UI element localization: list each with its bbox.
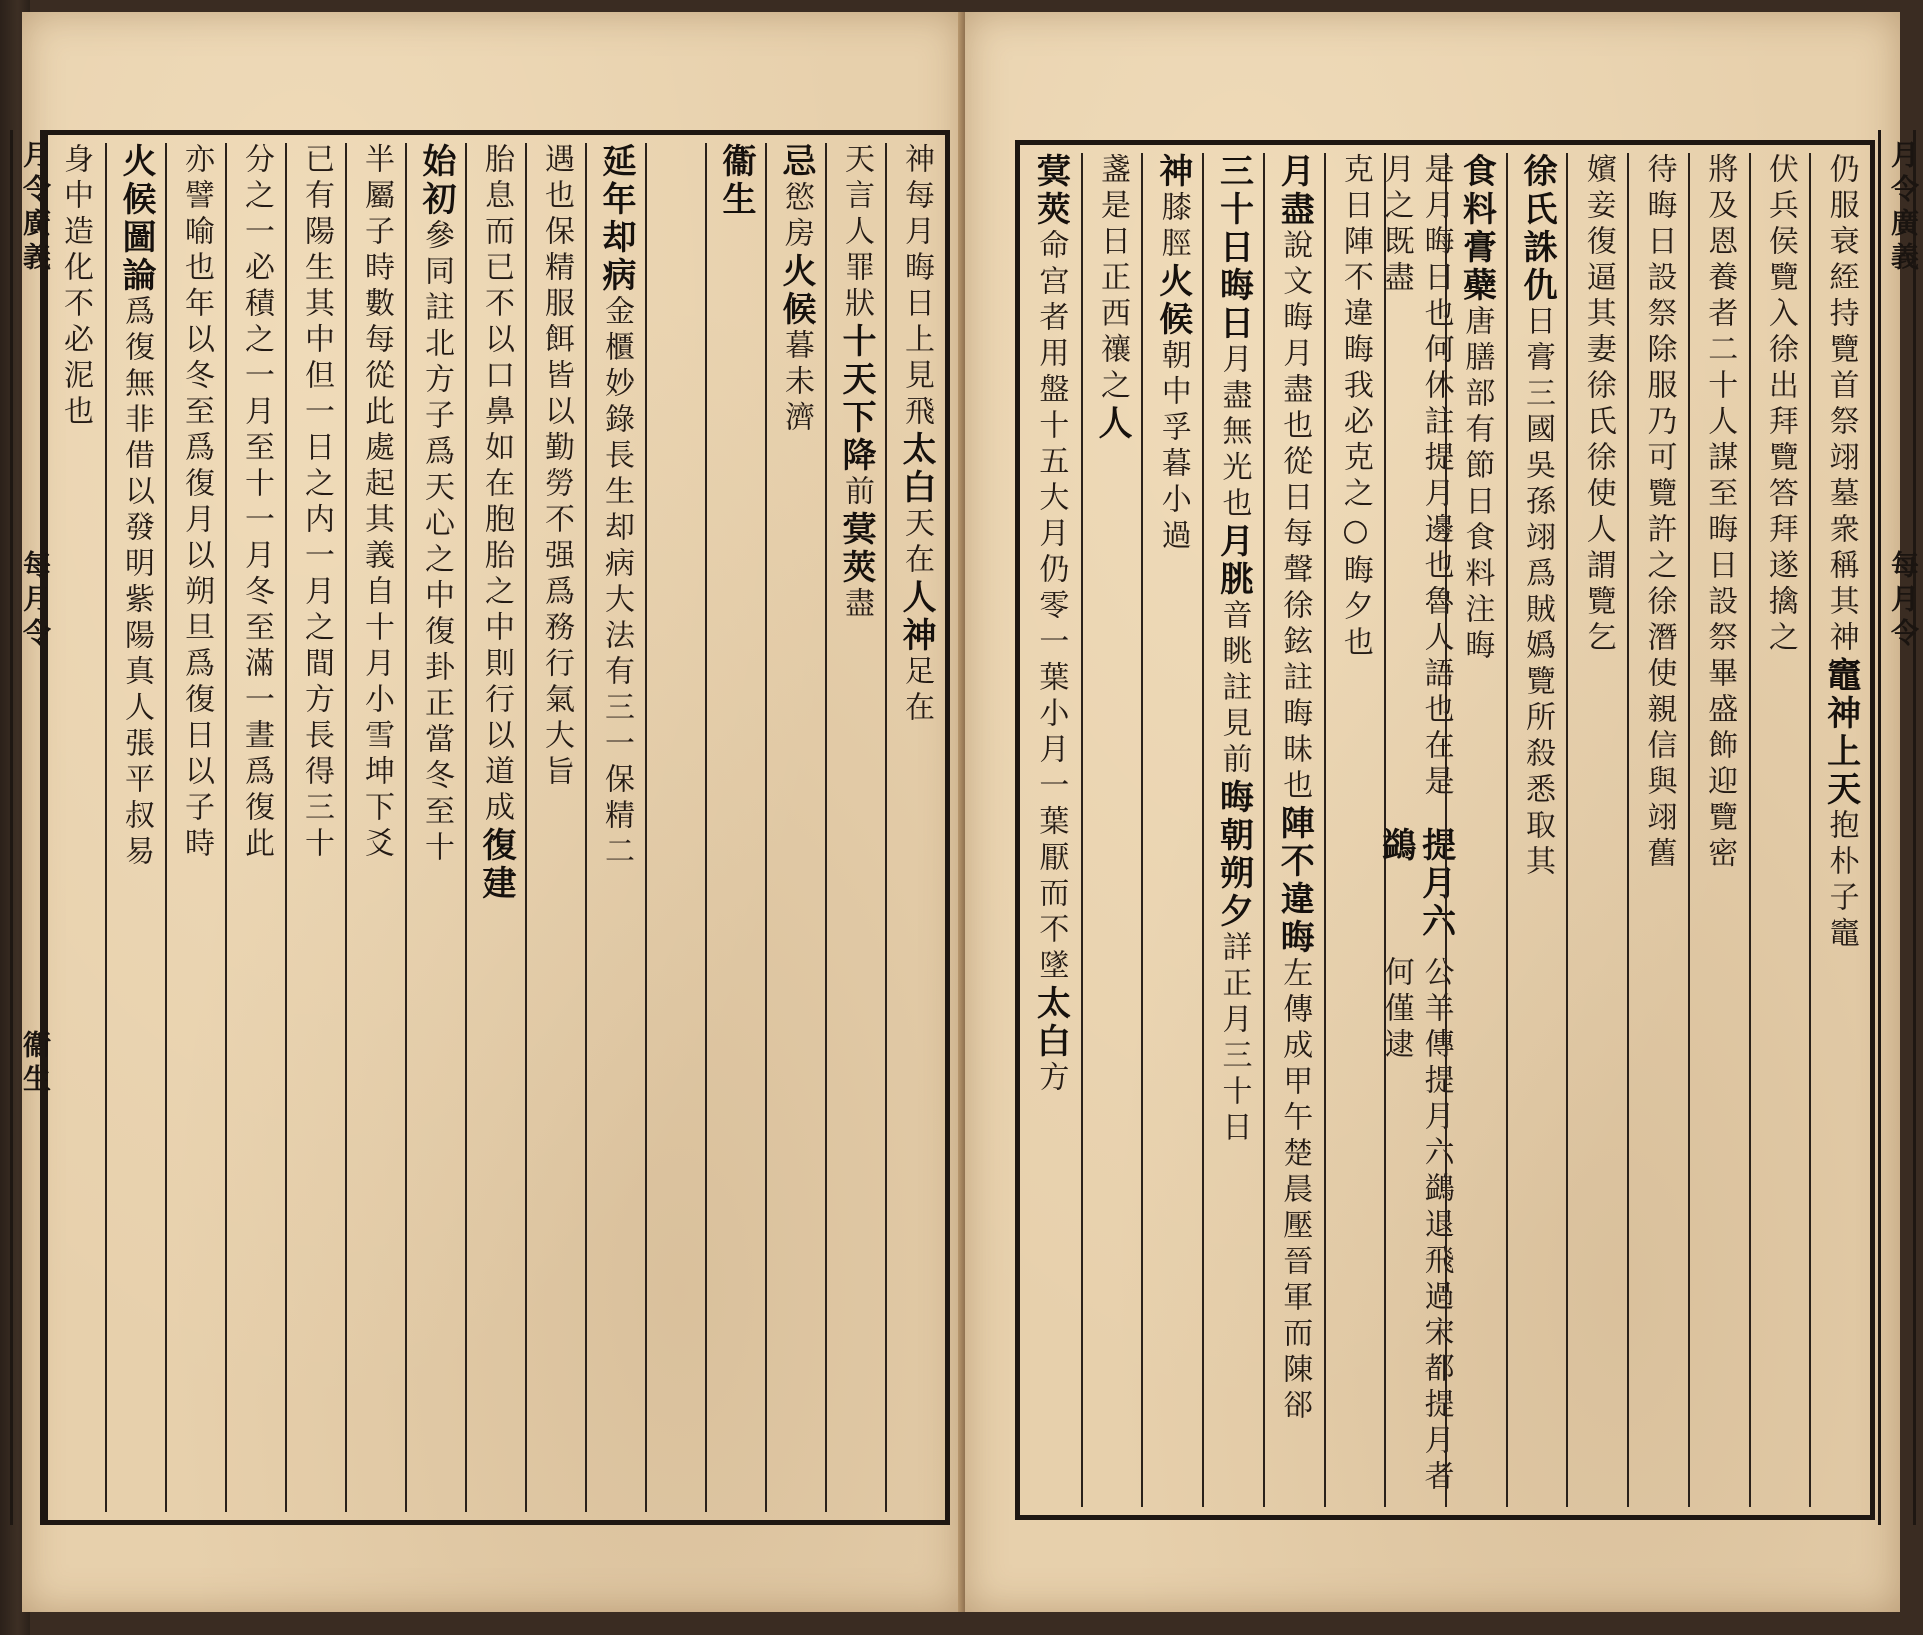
right-note: 說文晦月盡也從日每聲徐鉉註晦昧也 [1277,229,1313,805]
right-column [1506,153,1567,1507]
right-note: 朝中孚暮小過 [1155,339,1191,555]
left-note: 足在 [899,655,934,727]
right-text: 仍服衰絰持覽首祭翊墓衆稱其神 [1823,153,1859,657]
right-text: 盞是日正西禳之 [1095,153,1131,405]
right-text: 嬪妾復逼其妻徐氏徐使人謂覽乞 [1580,153,1616,657]
right-heading: 三十日晦日 [1213,153,1254,343]
left-columns [45,135,945,1520]
left-note: 紫陽真人張平叔易 [119,583,154,871]
left-column [765,143,825,1512]
right-columns [1020,145,1870,1515]
right-column [1627,153,1688,1507]
left-column [885,143,945,1512]
right-note: 大月仍零一葉小月一葉厭而不墜 [1033,481,1069,985]
left-column [225,143,285,1512]
left-column [585,143,645,1512]
right-column [1688,153,1749,1507]
left-column [825,143,885,1512]
right-text: 待晦日設祭除服乃可覽許之徐潛使親信與翊舊 [1641,153,1677,873]
left-heading: 延年却病 [596,143,636,295]
right-note: 音眺註見前 [1216,599,1252,779]
left-column [705,143,765,1512]
right-heading: 食料膏蘗 [1456,153,1497,305]
right-note: 唐膳部有節日食料注晦 [1459,305,1495,665]
left-text: 身中造化不必泥也 [58,143,93,431]
right-heading: 火候 [1152,263,1193,339]
right-text: 命宫者用盤十五 [1033,229,1069,481]
right-column [1202,153,1263,1507]
left-text: 神每月晦日上 [899,143,934,359]
right-column [1375,153,1456,1507]
right-column [1141,153,1202,1507]
left-column [105,143,165,1512]
left-text: 胎息而已不以口鼻如在胞胎之中則行以道成 [479,143,514,827]
left-column [165,143,225,1512]
left-text: 天言人罪狀 [839,143,874,323]
left-column [645,143,705,1512]
left-column [345,143,405,1512]
right-heading: 晦朝朔夕 [1213,779,1254,931]
right-heading: 蓂莢 [1030,153,1071,229]
left-column [45,143,105,1512]
right-note: 膝脛 [1155,191,1191,263]
left-heading: 忌 [776,143,816,181]
right-heading: 太白 [1030,985,1071,1061]
right-column [1263,153,1324,1507]
right-column [1445,153,1506,1507]
left-heading: 太白 [896,431,936,507]
right-banner [1878,130,1920,1525]
right-banner-section: 每月令 [1887,550,1920,652]
left-heading: 十天下降 [836,323,876,475]
right-note: 月盡無光也 [1216,343,1252,523]
right-note: 抱朴子竈 [1823,809,1859,953]
right-note: 詳正月三十日 [1216,931,1252,1147]
left-banner-sub: 衞生 [19,1030,52,1098]
right-note: 方 [1033,1061,1069,1097]
right-text: 是月晦日也何休註提月邊也魯人語也在是月之既盡 [1378,153,1454,801]
left-text: 分之一必積之一月至十一月冬至滿一晝爲復此 [239,143,274,863]
left-heading: 衞生 [716,143,756,219]
left-note: 見飛 [899,359,934,431]
left-text: 爲復無非借以發明 [119,295,154,583]
right-note: 三國吳孫翊爲賊嬀覽所殺悉取其 [1520,377,1556,881]
right-column [1749,153,1810,1507]
left-note: 參同註北方子爲天心之中復卦正當冬至十 [419,219,454,867]
right-heading: 月盡 [1274,153,1315,229]
left-heading: 蓂莢 [836,511,876,587]
left-heading: 復建 [476,827,516,903]
left-heading: 人神 [896,579,936,655]
left-column [285,143,345,1512]
left-column [405,143,465,1512]
left-text: 遇也保精服餌皆以勤勞不强爲務行氣大旨 [539,143,574,791]
left-column [525,143,585,1512]
right-heading: 提月六鷁 [1375,826,1456,941]
left-text: 半屬子時數每從此處起其義自十月小雪坤下爻 [359,143,394,863]
left-heading: 始初 [416,143,456,219]
left-note: 盡 [839,587,874,623]
left-note: 前 [839,475,874,511]
left-banner-section: 每月令 [19,550,52,652]
left-note: 天在 [899,507,934,579]
right-text: 克日陣不違晦我必克之○晦夕也 [1337,153,1373,662]
right-note: 左傳成甲午楚晨壓晉軍而陳郤 [1277,957,1313,1425]
left-note: 金櫃妙錄長生却病大法有三一保精二 [599,295,634,871]
right-column [1081,153,1142,1507]
right-banner-title: 月令廣義 [1887,140,1920,276]
left-text: 亦譬喻也年以冬至爲復月以朔旦爲復日以子時 [179,143,214,863]
left-text: 已有陽生其中但一日之内一月之間方長得三十 [299,143,334,863]
right-heading: 徐氏誅仇 [1517,153,1558,305]
left-note: 暮未濟 [779,329,814,437]
left-heading: 火候圖論 [116,143,156,295]
left-heading: 火候 [776,253,816,329]
right-column [1566,153,1627,1507]
right-text: 日膏 [1520,305,1556,377]
right-column [1809,153,1870,1507]
right-heading: 月朓 [1213,523,1254,599]
right-heading: 陣不違晦 [1274,805,1315,957]
left-banner-title: 月令廣義 [19,140,52,276]
right-heading: 神 [1152,153,1193,191]
right-column [1020,153,1081,1507]
left-column [465,143,525,1512]
right-heading: 人 [1092,405,1133,443]
right-heading: 竈神上天 [1820,657,1861,809]
right-text: 伏兵侯覽入徐出拜覽答拜遂擒之 [1762,153,1798,657]
left-note: 慾房 [779,181,814,253]
right-note: 公羊傳提月六鷁退飛過宋都提月者何僅逮 [1378,955,1454,1496]
right-text: 將及恩養者二十人謀至晦日設祭畢盛飾迎覽密 [1702,153,1738,873]
